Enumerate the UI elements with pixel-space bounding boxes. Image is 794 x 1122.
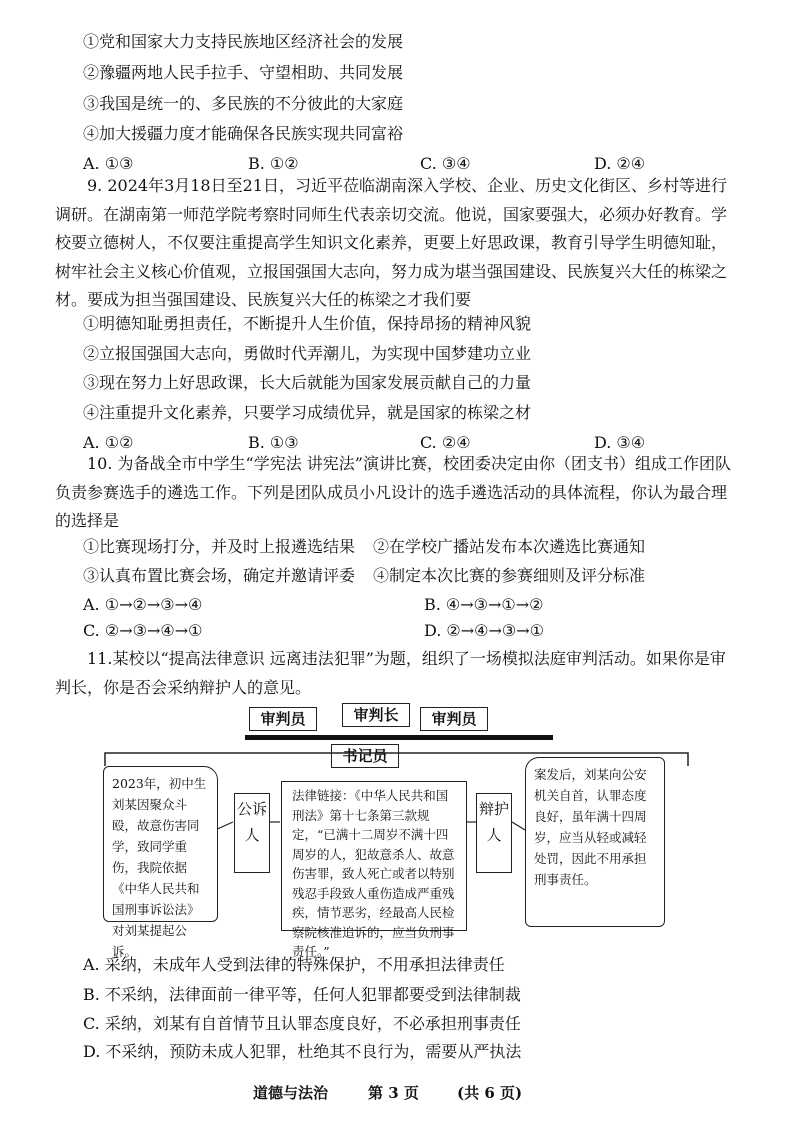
- q10-stem: 10. 为备战全市中学生“学宪法 讲宪法”演讲比赛，校团委决定由你（团支书）组成工作团队负责参赛选手的遴选工作。下列是团队成员小凡设计的选手遴选活动的具体流程，你认为最合理的选择是: [55, 454, 731, 530]
- q10-option-a[interactable]: A. ①→②→③→④: [83, 595, 203, 614]
- q9-statement-3: ③现在努力上好思政课，长大后就能为国家发展贡献自己的力量: [83, 373, 532, 392]
- q9-option-c[interactable]: C. ②④: [420, 433, 471, 452]
- q10-option-c[interactable]: C. ②→③→④→①: [83, 621, 203, 640]
- q10-step-3: ③认真布置比赛会场，确定并邀请评委: [83, 566, 356, 585]
- q10-step-4: ④制定本次比赛的参赛细则及评分标准: [373, 566, 646, 585]
- judge-left-box: 审判员: [249, 707, 317, 731]
- q11-option-d[interactable]: D. 不采纳，预防未成人犯罪，杜绝其不良行为，需要从严执法: [83, 1042, 522, 1061]
- q8-statement-4: ④加大援疆力度才能确保各民族实现共同富裕: [83, 124, 404, 143]
- law-link-box: 法律链接：《中华人民共和国刑法》第十七条第三款规定，“已满十二周岁不满十四周岁的人，犯故意杀人、故意伤害罪，致人死亡或者以特别残忍手段致人重伤造成严重残疾，情节恶劣，经最高人民检察院核准追诉的，应当负刑事责任。”: [281, 781, 467, 931]
- q8-option-a[interactable]: A. ①③: [83, 154, 134, 173]
- prosecutor-speech: 2023年，初中生刘某因聚众斗殴，故意伤害同学，致同学重伤，我院依据《中华人民共和国刑事诉讼法》对刘某提起公诉。: [103, 766, 218, 922]
- chief-judge-box: 审判长: [342, 703, 410, 727]
- q9-statement-4: ④注重提升文化素养，只要学习成绩优异，就是国家的栋梁之材: [83, 403, 532, 422]
- defender-label: 辩护人: [476, 793, 512, 873]
- q10-option-b[interactable]: B. ④→③→①→②: [424, 595, 544, 614]
- q9-option-d[interactable]: D. ③④: [594, 433, 646, 452]
- q8-option-b[interactable]: B. ①②: [248, 154, 299, 173]
- footer-page: 第 3 页: [368, 1084, 419, 1102]
- q9-option-b[interactable]: B. ①③: [248, 433, 299, 452]
- q11-option-c[interactable]: C. 采纳，刘某有自首情节且认罪态度良好，不必承担刑事责任: [83, 1014, 521, 1033]
- q10-option-d[interactable]: D. ②→④→③→①: [424, 621, 545, 640]
- q9-statement-2: ②立报国强国大志向，勇做时代弄潮儿，为实现中国梦建功立业: [83, 344, 532, 363]
- footer-subject: 道德与法治: [253, 1084, 329, 1102]
- clerk-box: 书记员: [331, 744, 399, 768]
- q10-step-1: ①比赛现场打分，并及时上报遴选结果: [83, 537, 356, 556]
- q9-statement-1: ①明德知耻勇担责任，不断提升人生价值，保持昂扬的精神风貌: [83, 314, 532, 333]
- defender-speech: 案发后，刘某向公安机关自首，认罪态度良好，虽年满十四周岁，应当从轻或减轻处罚，因此不用承担刑事责任。: [525, 757, 665, 927]
- q8-option-c[interactable]: C. ③④: [420, 154, 471, 173]
- q8-statement-2: ②豫疆两地人民手拉手、守望相助、共同发展: [83, 63, 404, 82]
- q11-option-b[interactable]: B. 不采纳，法律面前一律平等，任何人犯罪都要受到法律制裁: [83, 985, 521, 1004]
- q10-step-2: ②在学校广播站发布本次遴选比赛通知: [373, 537, 646, 556]
- q11-option-a[interactable]: A. 采纳，未成年人受到法律的特殊保护，不用承担法律责任: [83, 955, 505, 974]
- q8-statement-1: ①党和国家大力支持民族地区经济社会的发展: [83, 32, 404, 51]
- q8-option-d[interactable]: D. ②④: [594, 154, 646, 173]
- judge-right-box: 审判员: [420, 707, 488, 731]
- q11-stem: 11.某校以“提高法律意识 远离违法犯罪”为题，组织了一场模拟法庭审判活动。如果你是审判长，你是否会采纳辩护人的意见。: [55, 649, 726, 697]
- q8-statement-3: ③我国是统一的、多民族的不分彼此的大家庭: [83, 94, 404, 113]
- q9-stem: 9. 2024年3月18日至21日，习近平莅临湖南深入学校、企业、历史文化街区、乡村等进行调研。在湖南第一师范学院考察时同师生代表亲切交流。他说，国家要强大，必须办好教育。学校要立德树人，不仅要注重提高学生知识文化素养，更要上好思政课，教育引导学生明德知耻，树牢社会主义核心价值观，立报国强国大志向，努力成为堪当强国建设、民族复兴大任的栋梁之材。要成为担当强国建设、民族复兴大任的栋梁之才我们要: [55, 176, 728, 309]
- prosecutor-label: 公诉人: [234, 793, 270, 873]
- footer-total: (共 6 页): [457, 1084, 523, 1102]
- q9-option-a[interactable]: A. ①②: [83, 433, 134, 452]
